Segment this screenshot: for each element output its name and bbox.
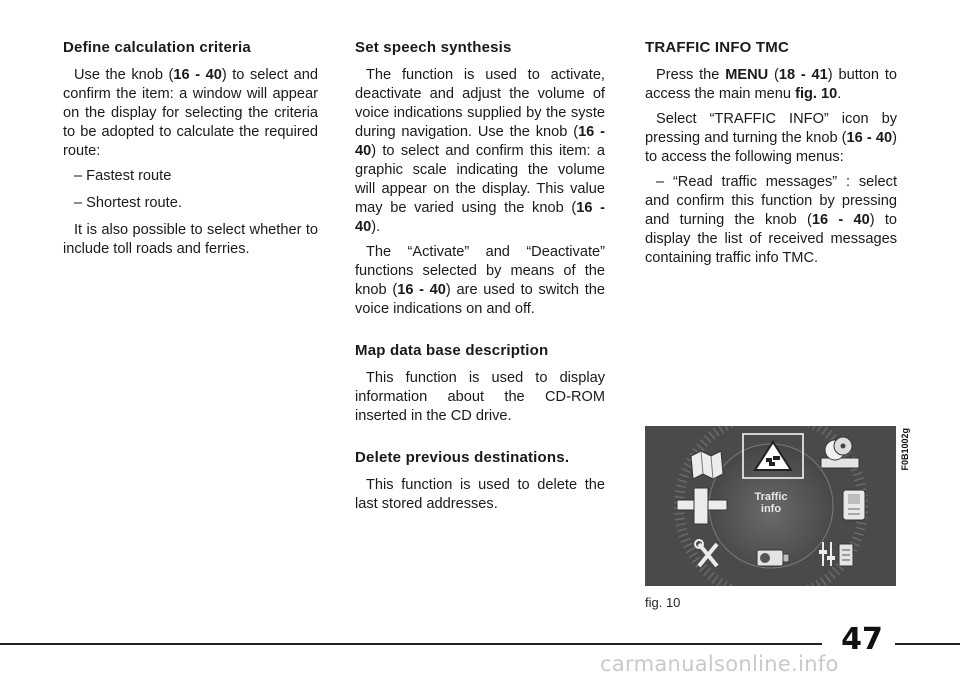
list-item-shortest: – Shortest route. bbox=[74, 195, 182, 211]
heading-speech-synthesis: Set speech synthesis bbox=[355, 39, 512, 56]
screen-label-line1: Traffic bbox=[754, 491, 788, 503]
screen-label-line2: info bbox=[760, 503, 782, 515]
page-number: 47 bbox=[841, 622, 883, 657]
paragraph-traffic-1: Press the MENU (18 - 41) button to access the main menu fig. 10. bbox=[645, 67, 898, 102]
heading-traffic-info: TRAFFIC INFO TMC bbox=[645, 39, 790, 56]
heading-calculation-criteria: Define calculation criteria bbox=[63, 39, 251, 56]
footer-rule-right bbox=[895, 643, 960, 645]
heading-delete-destinations: Delete previous destinations. bbox=[355, 449, 570, 466]
figure-main-menu bbox=[645, 426, 896, 586]
watermark: carmanualsonline.info bbox=[600, 652, 839, 676]
paragraph-traffic-2: Select “TRAFFIC INFO” icon by pressing and turning the knob (16 - 40) to access the following menus: bbox=[645, 111, 897, 165]
paragraph-map-database: This function is used to display information about the CD-ROM inserted in the CD drive. bbox=[355, 370, 605, 424]
column-right bbox=[645, 38, 897, 274]
footer-rule-left bbox=[0, 643, 822, 645]
address-book-icon bbox=[843, 490, 865, 520]
paragraph-calc-intro: Use the knob (16 - 40) to select and confirm the item: a window will appear on the display for selecting the criteria to be adopted to calculate the required route: bbox=[63, 67, 318, 159]
paragraph-traffic-3: – “Read traffic messages” : select and confirm this function by pressing and turning the knob (16 - 40) to display the list of received messages containing traffic info TMC. bbox=[645, 174, 898, 266]
paragraph-toll-roads: It is also possible to select whether to include toll roads and ferries. bbox=[63, 222, 318, 257]
list-item-fastest: – Fastest route bbox=[74, 168, 172, 184]
figure-caption: fig. 10 bbox=[645, 595, 681, 610]
column-left bbox=[63, 38, 318, 265]
paragraph-delete-destinations: This function is used to delete the last stored addresses. bbox=[355, 477, 605, 512]
paragraph-speech-2: The “Activate” and “Deactivate” functions selected by means of the knob (16 - 40) are used to switch the voice indications on and off. bbox=[355, 244, 605, 317]
paragraph-speech-1: The function is used to activate, deactivate and adjust the volume of voice indications supplied by the syste during navigation. Use the knob (16 - 40) to select and confirm this item: a graphic scale indicating the volume will appear on the display. This value may be varied using the knob (16 - 40). bbox=[355, 67, 605, 235]
map-icon bbox=[691, 451, 723, 479]
figure-code: F0B1002g bbox=[900, 428, 910, 471]
menu-screen-graphic bbox=[645, 426, 896, 586]
column-middle bbox=[355, 38, 605, 520]
heading-map-database: Map data base description bbox=[355, 342, 549, 359]
